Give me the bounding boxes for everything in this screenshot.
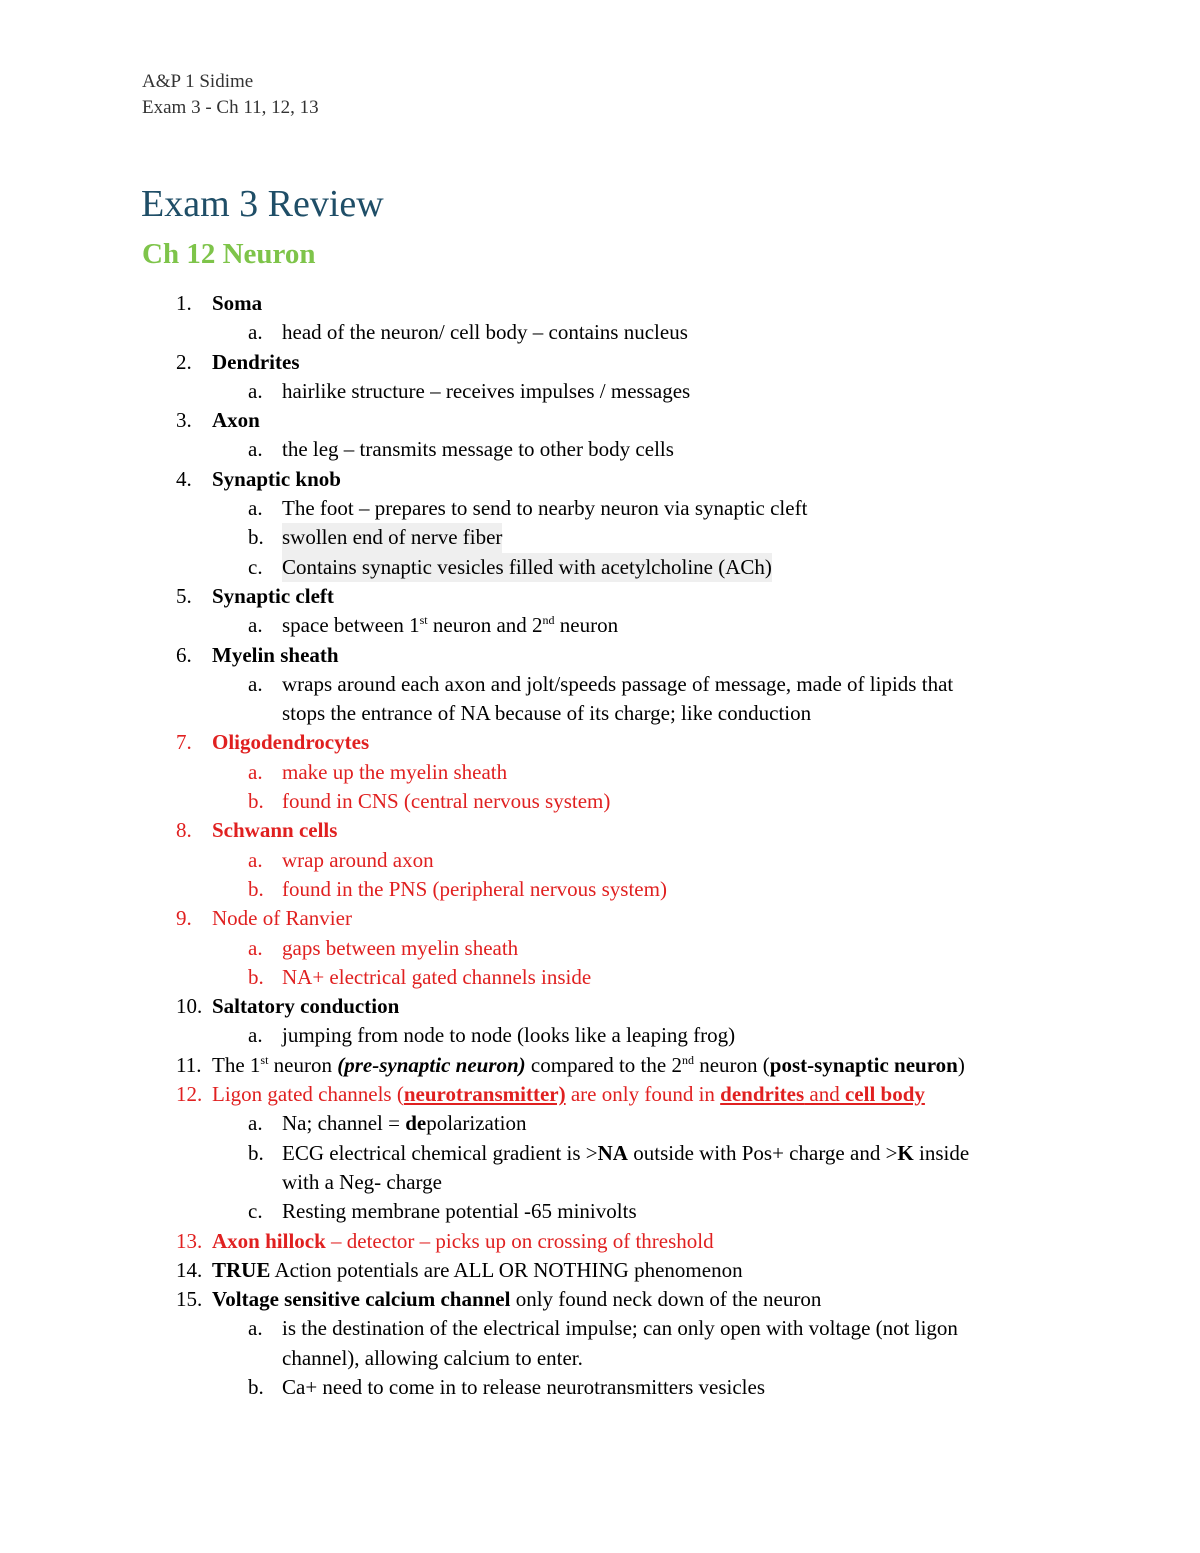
sub-item (0, 787, 1200, 816)
sub-item (0, 1139, 1200, 1168)
item-term: Axon (212, 408, 260, 433)
item-term: Node of Ranvier (212, 906, 352, 931)
list-item (0, 582, 1200, 611)
list-item (0, 992, 1200, 1021)
item-text: The 1st neuron (pre-synaptic neuron) compared to the 2nd neuron (post-synaptic neuron) (212, 1052, 965, 1077)
sub-label: a. (248, 496, 263, 521)
item-term: Saltatory conduction (212, 994, 400, 1019)
sub-text: NA+ electrical gated channels inside (282, 964, 592, 989)
sub-label: c. (248, 554, 263, 579)
list-item (0, 348, 1200, 377)
sub-text: found in CNS (central nervous system) (282, 789, 611, 814)
list-item (0, 1285, 1200, 1314)
sub-label: a. (248, 759, 263, 784)
item-number: 14. (176, 1257, 203, 1282)
sub-label: a. (248, 1316, 263, 1341)
list-item (0, 289, 1200, 318)
sub-text: Na; channel = depolarization (282, 1111, 527, 1136)
list-item (0, 465, 1200, 494)
item-term: Myelin sheath (212, 642, 339, 667)
sub-label: a. (248, 1111, 263, 1136)
sub-item (0, 435, 1200, 464)
sub-item (0, 963, 1200, 992)
sub-label: a. (248, 437, 263, 462)
item-text: TRUE Action potentials are ALL OR NOTHING phenomenon (212, 1257, 743, 1282)
sub-label: a. (248, 613, 263, 638)
sub-item (0, 523, 1200, 552)
sub-item (0, 875, 1200, 904)
list-item (0, 816, 1200, 845)
sub-item (0, 670, 1200, 699)
sub-text: swollen end of nerve fiber (282, 523, 502, 552)
sub-text: is the destination of the electrical impulse; can only open with voltage (not ligon (282, 1316, 958, 1341)
item-number: 3. (176, 408, 192, 433)
sub-label: a. (248, 378, 263, 403)
sub-item (0, 494, 1200, 523)
sub-item-continuation (0, 699, 1200, 728)
sub-label: a. (248, 320, 263, 345)
item-term: Dendrites (212, 349, 300, 374)
list-item (0, 1051, 1200, 1080)
item-number: 11. (176, 1052, 202, 1077)
item-number: 4. (176, 466, 192, 491)
item-number: 7. (176, 730, 192, 755)
sub-item (0, 318, 1200, 347)
item-number: 1. (176, 291, 192, 315)
list-item (0, 641, 1200, 670)
sub-item (0, 1021, 1200, 1050)
item-term: Soma (212, 291, 263, 315)
sub-text: hairlike structure – receives impulses / messages (282, 378, 691, 403)
sub-label: b. (248, 876, 264, 901)
list-item (0, 728, 1200, 757)
sub-label: a. (248, 847, 263, 872)
sub-text: Resting membrane potential -65 minivolts (282, 1199, 637, 1224)
sub-label: c. (248, 1199, 263, 1224)
sub-label: a. (248, 1023, 263, 1048)
sub-item (0, 553, 1200, 582)
sub-text: the leg – transmits message to other body cells (282, 437, 674, 462)
sub-text: channel), allowing calcium to enter. (282, 1345, 583, 1370)
list-item (0, 1256, 1200, 1285)
item-number: 9. (176, 906, 192, 931)
sub-text: with a Neg- charge (282, 1169, 442, 1194)
sub-item (0, 1109, 1200, 1138)
item-number: 2. (176, 349, 192, 374)
sub-text: The foot – prepares to send to nearby neuron via synaptic cleft (282, 496, 808, 521)
sub-label: b. (248, 964, 264, 989)
sub-label: b. (248, 1140, 264, 1165)
item-text: Voltage sensitive calcium channel only found neck down of the neuron (212, 1287, 822, 1312)
item-number: 8. (176, 818, 192, 843)
item-number: 5. (176, 583, 192, 608)
sub-label: a. (248, 935, 263, 960)
sub-text: Contains synaptic vesicles filled with acetylcholine (ACh) (282, 553, 772, 582)
sub-text: jumping from node to node (looks like a leaping frog) (282, 1023, 736, 1048)
sub-item (0, 1314, 1200, 1343)
item-number: 12. (176, 1082, 203, 1107)
sub-text: stops the entrance of NA because of its charge; like conduction (282, 701, 812, 726)
sub-text: make up the myelin sheath (282, 759, 508, 784)
item-term: Schwann cells (212, 818, 338, 843)
sub-item-continuation (0, 1344, 1200, 1373)
sub-item (0, 611, 1200, 640)
sub-item (0, 1197, 1200, 1226)
sub-text: ECG electrical chemical gradient is >NA outside with Pos+ charge and >K inside (282, 1140, 970, 1165)
item-term: Synaptic knob (212, 466, 341, 491)
sub-label: b. (248, 789, 264, 814)
list-item (0, 1080, 1200, 1109)
sub-item (0, 377, 1200, 406)
sub-item-continuation (0, 1168, 1200, 1197)
sub-label: b. (248, 1374, 264, 1399)
sub-label: a. (248, 671, 263, 696)
list-item (0, 904, 1200, 933)
item-number: 6. (176, 642, 192, 667)
item-term: Synaptic cleft (212, 583, 334, 608)
sub-text: space between 1st neuron and 2nd neuron (282, 613, 619, 638)
page-title: Exam 3 Review (141, 183, 384, 225)
header-exam: Exam 3 - Ch 11, 12, 13 (142, 97, 319, 118)
item-text: Ligon gated channels (neurotransmitter) are only found in dendrites and cell body (212, 1082, 925, 1107)
item-text: Axon hillock – detector – picks up on crossing of threshold (212, 1228, 714, 1253)
list-item (0, 1227, 1200, 1256)
review-list (0, 289, 1200, 1402)
sub-text: wrap around axon (282, 847, 434, 872)
sub-item (0, 846, 1200, 875)
sub-text: wraps around each axon and jolt/speeds passage of message, made of lipids that (282, 671, 954, 696)
sub-label: b. (248, 525, 264, 550)
item-number: 15. (176, 1287, 203, 1312)
sub-text: gaps between myelin sheath (282, 935, 519, 960)
sub-text: head of the neuron/ cell body – contains nucleus (282, 320, 688, 345)
sub-text: found in the PNS (peripheral nervous system) (282, 876, 667, 901)
sub-item (0, 758, 1200, 787)
list-item (0, 406, 1200, 435)
header-course: A&P 1 Sidime (142, 71, 254, 92)
item-term: Oligodendrocytes (212, 730, 370, 755)
sub-item (0, 934, 1200, 963)
item-number: 13. (176, 1228, 203, 1253)
sub-text: Ca+ need to come in to release neurotransmitters vesicles (282, 1374, 766, 1399)
sub-item (0, 1373, 1200, 1402)
chapter-heading: Ch 12 Neuron (142, 238, 316, 270)
item-number: 10. (176, 994, 203, 1019)
